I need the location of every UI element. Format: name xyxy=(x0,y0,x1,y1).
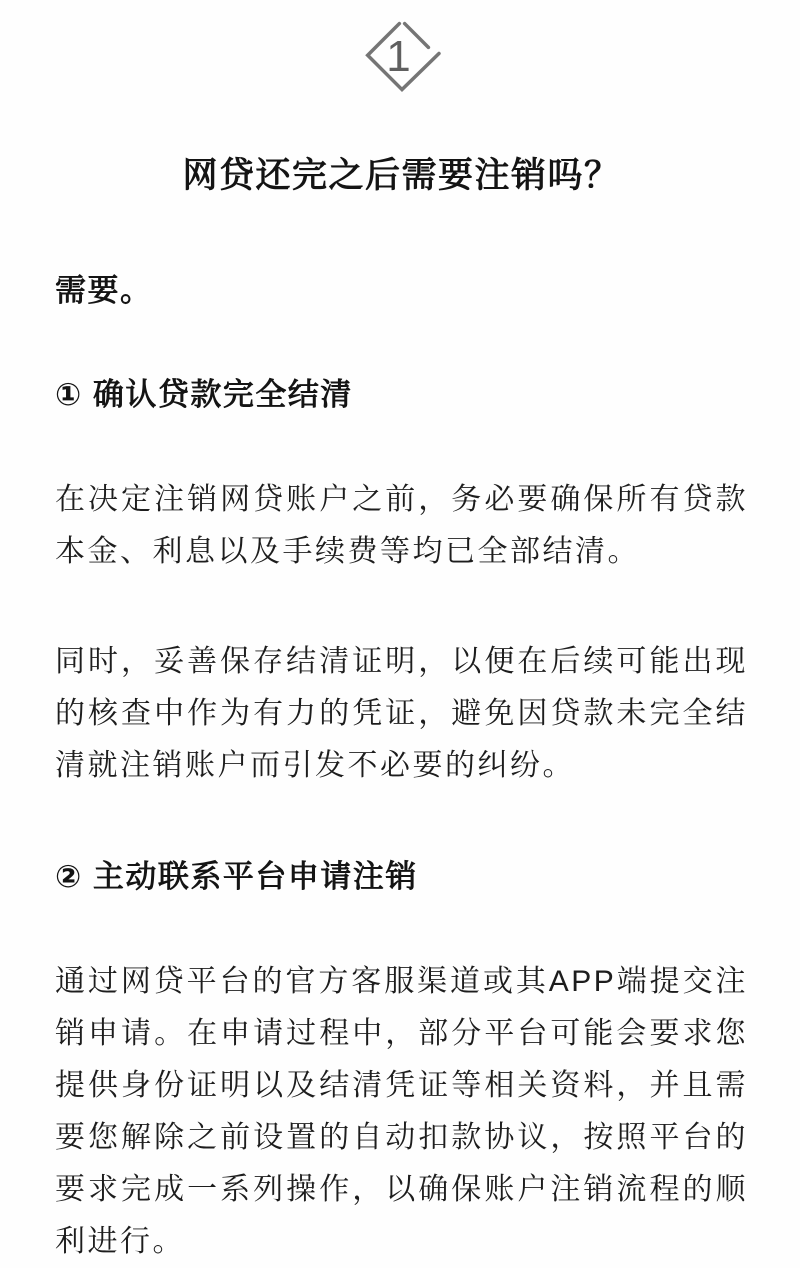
section-number: 1 xyxy=(386,32,411,81)
article-title: 网贷还完之后需要注销吗？ xyxy=(182,156,621,195)
answer-text: 需要。 xyxy=(55,273,153,308)
section-2-heading: ② 主动联系平台申请注销 xyxy=(55,859,418,894)
section-1-heading: ① 确认贷款完全结清 xyxy=(55,377,353,412)
section-1-paragraph-1: 在决定注销网贷账户之前，务必要确保所有贷款本金、利息以及手续费等均已全部结清。 xyxy=(55,483,748,568)
section-1-paragraph-2: 同时，妥善保存结清证明，以便在后续可能出现的核查中作为有力的凭证，避免因贷款未完全结清就注销账户而引发不必要的纠纷。 xyxy=(55,645,748,782)
section-2-paragraph-1: 通过网贷平台的官方客服渠道或其APP端提交注销申请。在申请过程中，部分平台可能会要求您提供身份证明以及结清凭证等相关资料，并且需要您解除之前设置的自动扣款协议，按照平台的要求完成一系列操作，以确保账户注销流程的顺利进行。 xyxy=(55,965,748,1258)
section-number-badge xyxy=(358,12,446,102)
